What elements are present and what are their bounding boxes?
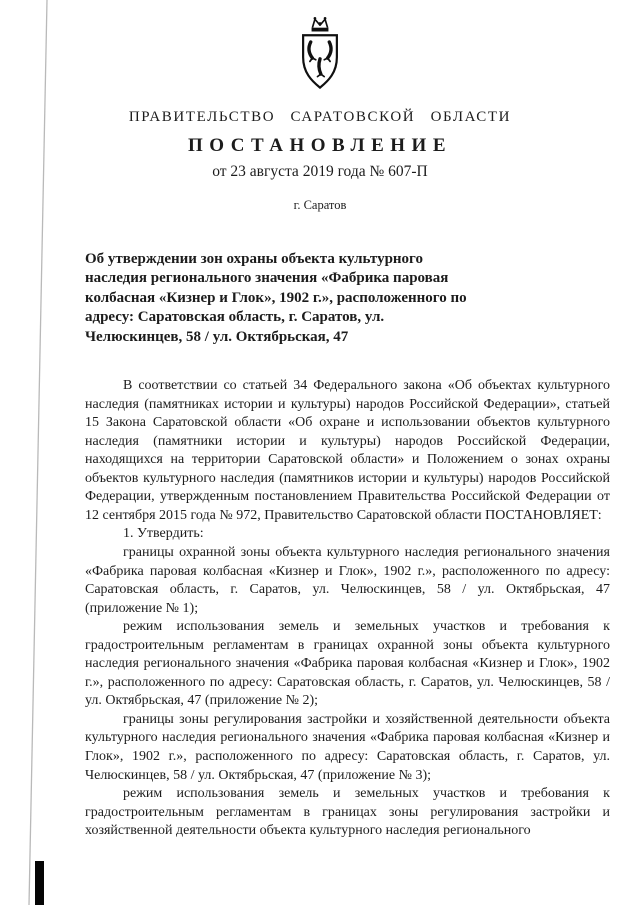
coat-of-arms-block <box>0 0 640 98</box>
body-paragraph-approve: 1. Утвердить: <box>123 526 204 542</box>
body-paragraph-annex2: режим использования земель и земельных участков и требования к градостроительным регламентам в границах охранной зоны объекта культурного наследия регионального значения «Фабрика паровая колбасная «Кизнер и Глок», 1902 г.», расположенного по адресу: Саратовская область, г. Саратов, ул. Челюскинцев, 58 / ул. Октябрьская, 47 (приложение № 2); <box>85 619 610 709</box>
saratov-coat-of-arms-icon <box>293 13 347 93</box>
crown-icon <box>312 17 329 31</box>
scan-ink-mark <box>35 861 44 905</box>
body-paragraph-annex3: границы зоны регулирования застройки и хозяйственной деятельности объекта культурного наследия регионального значения «Фабрика паровая колбасная «Кизнер и Глок», 1902 г.», расположенного по адресу: Саратовская область, г. Саратов, ул. Челюскинцев, 58 / ул. Октябрьская, 47 (приложение № 3); <box>85 711 610 783</box>
body-paragraph-preamble: В соответствии со статьей 34 Федерального закона «Об объектах культурного наследия (памятниках истории и культуры) народов Российской Федерации», статьей 15 Закона Саратовской области «Об охране и использовании объектов культурного наследия (памятники истории и культуры) народов Российской Федерации, находящихся на территории Саратовской области» и Положением о зонах охраны объектов культурного наследия (памятников истории и культуры) народов Российской Федерации, утвержденным постановлением Правительства Российской Федерации от 12 сентября 2015 года № 972, Правительство Саратовской области ПОСТАНОВЛЯЕТ: <box>85 378 610 523</box>
date-number-line: от 23 августа 2019 года № 607-П <box>212 163 428 180</box>
organization-name: ПРАВИТЕЛЬСТВО САРАТОВСКОЙ ОБЛАСТИ <box>128 109 512 125</box>
document-title: Об утверждении зон охраны объекта культурного наследия регионального значения «Фабрика паровая колбасная «Кизнер и Глок», 1902 г.», расположенного по адресу: Саратовская область, г. Саратов, ул. Челюскинцев, 58 / ул. Октябрьская, 47 <box>85 251 467 345</box>
document-type-heading: ПОСТАНОВЛЕНИЕ <box>187 135 453 156</box>
document-body <box>85 377 610 841</box>
city-line: г. Саратов <box>293 198 347 212</box>
body-paragraph-annex1: границы охранной зоны объекта культурного наследия регионального значения «Фабрика паровая колбасная «Кизнер и Глок», 1902 г.», расположенного по адресу: Саратовская область, г. Саратов, ул. Челюскинцев, 58 / ул. Октябрьская, 47 (приложение № 1); <box>85 544 610 616</box>
body-paragraph-annex4: режим использования земель и земельных участков и требования к градостроительным регламентам в границах зоны регулирования застройки и хозяйственной деятельности объекта культурного наследия регионального <box>85 786 610 839</box>
